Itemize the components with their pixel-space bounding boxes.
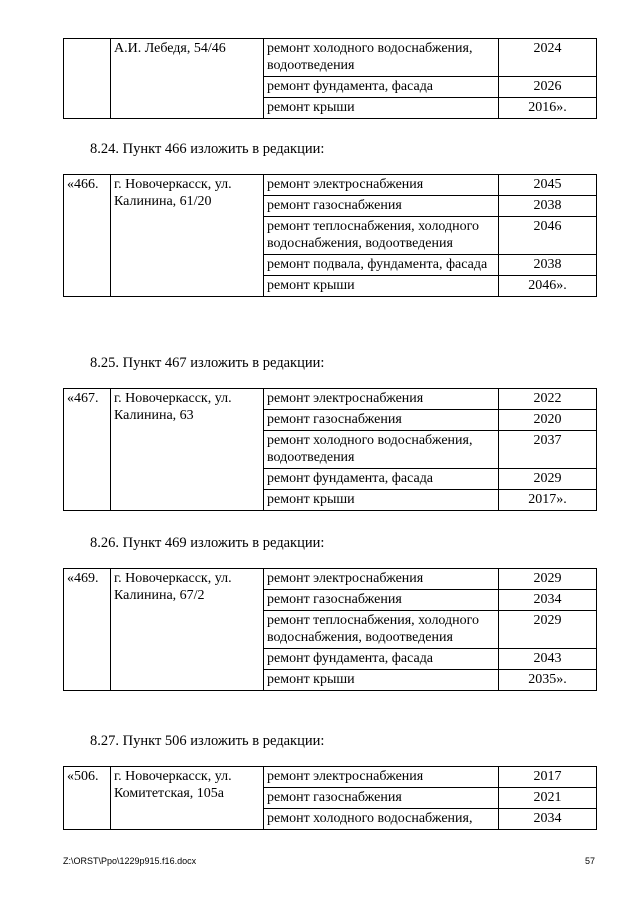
section-heading: 8.26. Пункт 469 изложить в редакции: [90,535,325,551]
year-cell: 2035». [499,670,597,691]
table-row [64,569,597,590]
address-cell: г. Новочеркасск, ул. Калинина, 63 [111,389,264,511]
repair-table-467 [63,388,597,511]
year-cell: 2034 [499,809,597,830]
work-type-cell: ремонт теплоснабжения, холодного водоснабжения, водоотведения [264,611,499,649]
work-type-cell: ремонт газоснабжения [264,590,499,611]
address-cell: А.И. Лебедя, 54/46 [111,39,264,119]
year-cell: 2046 [499,217,597,255]
repair-table-506 [63,766,597,830]
table-row [64,39,597,77]
work-type-cell: ремонт фундамента, фасада [264,77,499,98]
year-cell: 2029 [499,569,597,590]
work-type-cell: ремонт крыши [264,276,499,297]
year-cell: 2029 [499,469,597,490]
year-cell: 2024 [499,39,597,77]
year-cell: 2026 [499,77,597,98]
year-cell: 2045 [499,175,597,196]
item-number: «469. [64,569,111,691]
table-row [64,767,597,788]
work-type-cell: ремонт электроснабжения [264,175,499,196]
work-type-cell: ремонт холодного водоснабжения, водоотведения [264,431,499,469]
repair-table-466 [63,174,597,297]
repair-table-454 [63,38,597,119]
work-type-cell: ремонт крыши [264,670,499,691]
footer-page-number: 57 [584,856,595,866]
year-cell: 2029 [499,611,597,649]
year-cell: 2022 [499,389,597,410]
year-cell: 2038 [499,196,597,217]
year-cell: 2016». [499,98,597,119]
work-type-cell: ремонт электроснабжения [264,767,499,788]
work-type-cell: ремонт фундамента, фасада [264,469,499,490]
repair-table-469 [63,568,597,691]
year-cell: 2046». [499,276,597,297]
section-heading: 8.24. Пункт 466 изложить в редакции: [90,141,325,157]
year-cell: 2043 [499,649,597,670]
work-type-cell: ремонт газоснабжения [264,410,499,431]
year-cell: 2034 [499,590,597,611]
year-cell: 2020 [499,410,597,431]
year-cell: 2017 [499,767,597,788]
year-cell: 2021 [499,788,597,809]
work-type-cell: ремонт электроснабжения [264,569,499,590]
work-type-cell: ремонт теплоснабжения, холодного водоснабжения, водоотведения [264,217,499,255]
year-cell: 2037 [499,431,597,469]
address-cell: г. Новочеркасск, ул. Комитетская, 105а [111,767,264,830]
work-type-cell: ремонт газоснабжения [264,196,499,217]
item-number [64,39,111,119]
table-row [64,389,597,410]
work-type-cell: ремонт крыши [264,98,499,119]
section-heading: 8.27. Пункт 506 изложить в редакции: [90,733,325,749]
table-row [64,175,597,196]
work-type-cell: ремонт газоснабжения [264,788,499,809]
work-type-cell: ремонт холодного водоснабжения, [264,809,499,830]
item-number: «467. [64,389,111,511]
work-type-cell: ремонт фундамента, фасада [264,649,499,670]
work-type-cell: ремонт холодного водоснабжения, водоотведения [264,39,499,77]
item-number: «506. [64,767,111,830]
work-type-cell: ремонт подвала, фундамента, фасада [264,255,499,276]
address-cell: г. Новочеркасск, ул. Калинина, 61/20 [111,175,264,297]
year-cell: 2038 [499,255,597,276]
address-cell: г. Новочеркасск, ул. Калинина, 67/2 [111,569,264,691]
work-type-cell: ремонт крыши [264,490,499,511]
footer-file-path: Z:\ORST\Ppo\1229p915.f16.docx [63,856,197,866]
item-number: «466. [64,175,111,297]
year-cell: 2017». [499,490,597,511]
section-heading: 8.25. Пункт 467 изложить в редакции: [90,355,325,371]
work-type-cell: ремонт электроснабжения [264,389,499,410]
